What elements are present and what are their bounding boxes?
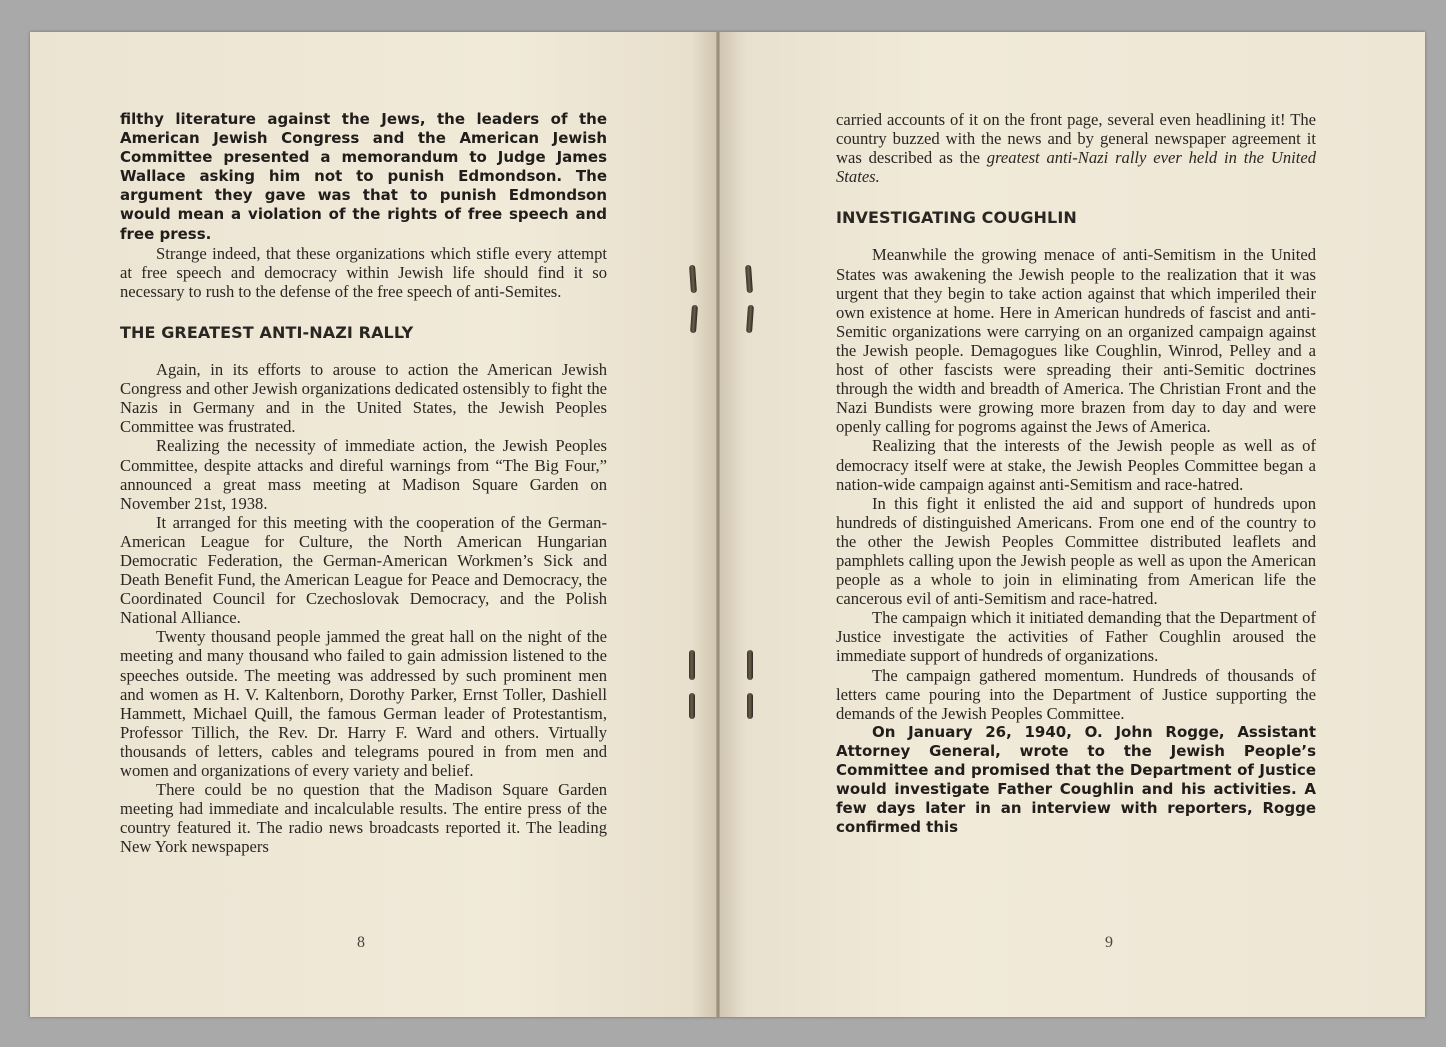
right-paragraph-6: On January 26, 1940, O. John Rogge, Assistant Attorney General, wrote to the Jewish People’s Committee and promised that the Department of Justice would investigate Father Coughlin and his activities. A few days later in an interview with reporters, Rogge confirmed this	[836, 722, 1316, 837]
right-page-number: 9	[1105, 934, 1113, 951]
left-paragraph-2: Again, in its efforts to arouse to action the American Jewish Congress and other Jewish organizations dedicated ostensibly to fight the Nazis in Germany and in the United States, the Jewish Peoples Committee was frustrated.	[120, 360, 607, 437]
left-section-heading: THE GREATEST ANTI-NAZI RALLY	[120, 322, 414, 342]
staple-mark	[689, 650, 695, 680]
left-paragraph-0: filthy literature against the Jews, the leaders of the American Jewish Congress and the American Jewish Committee presented a memorandum to Judge James Wallace asking him not to punish Edmondson. The argument they gave was that to punish Edmondson would mean a violation of the rights of free speech and free press.	[120, 110, 607, 243]
right-paragraph-4: The campaign which it initiated demanding that the Department of Justice investigate the activities of Father Coughlin aroused the immediate support of hundreds of organizations.	[836, 608, 1316, 666]
right-paragraph-5: The campaign gathered momentum. Hundreds of thousands of letters came pouring into the Department of Justice supporting the demands of the Jewish Peoples Committee.	[836, 665, 1316, 723]
right-paragraph-2: Realizing that the interests of the Jewish people as well as of democracy itself were at stake, the Jewish Peoples Committee began a nation-wide campaign against anti-Semitism and race-hatred.	[836, 436, 1316, 494]
booklet-spread	[30, 32, 1425, 1017]
staple-mark	[747, 650, 753, 680]
left-paragraph-6: There could be no question that the Madison Square Garden meeting had immediate and incalculable results. The entire press of the country featured it. The radio news broadcasts reported it. The leading New York newspapers	[120, 780, 607, 857]
right-page	[718, 32, 1425, 1017]
left-paragraph-5: Twenty thousand people jammed the great hall on the night of the meeting and many thousand who failed to gain admission listened to the speeches outside. The meeting was addressed by such prominent men and women as H. V. Kaltenborn, Dorothy Parker, Ernst Toller, Dashiell Hammett, Michael Quill, the famous German leader of Protestantism, Professor Tillich, the Rev. Dr. Harry F. Ward and others. Virtually thousands of letters, cables and telegrams poured in from men and women and organizations of every variety and belief.	[120, 627, 607, 780]
spine-gutter	[716, 32, 720, 1017]
right-paragraph-0	[836, 110, 1316, 186]
staple-mark	[747, 693, 753, 719]
right-paragraph-1: Meanwhile the growing menace of anti-Semitism in the United States was awakening the Jewish people to the realization that it was urgent that they begin to take action against that which imperiled their own existence at home. Here in American hundreds of fascist and anti-Semitic organizations were carrying on an organized campaign against the Jewish people. Demagogues like Coughlin, Winrod, Pelley and a host of other fascists were spreading their anti-Semitic doctrines through the width and breadth of America. The Christian Front and the Nazi Bundists were growing more brazen from day to day and were openly calling for pogroms against the Jews of America.	[836, 245, 1316, 437]
left-page-number: 8	[357, 934, 365, 951]
staple-mark	[689, 693, 695, 719]
left-page	[30, 32, 718, 1017]
right-paragraph-0-text: carried accounts of it on the front page, several even headlining it! The country buzzed with the news and by general newspaper agreement it was described as the	[836, 110, 1316, 168]
left-paragraph-4: It arranged for this meeting with the cooperation of the German-American League for Culture, the North American Hungarian Democratic Federation, the German-American Workmen’s Sick and Death Benefit Fund, the American League for Peace and Democracy, the Coordinated Council for Czechoslovak Democracy, and the Polish National Alliance.	[120, 512, 607, 628]
left-paragraph-3: Realizing the necessity of immediate action, the Jewish Peoples Committee, despite attacks and direful warnings from “The Big Four,” announced a great mass meeting at Madison Square Garden on November 21st, 1938.	[120, 436, 607, 513]
right-section-heading: INVESTIGATING COUGHLIN	[836, 208, 1077, 228]
right-paragraph-3: In this fight it enlisted the aid and support of hundreds upon hundreds of distinguished Americans. From one end of the country to the other the Jewish Peoples Committee distributed leaflets and pamphlets calling upon the Jewish people as well as upon the American people as a whole to join in eliminating from American life the cancerous evil of anti-Semitism and race-hatred.	[836, 493, 1316, 609]
left-text-column	[120, 110, 607, 856]
right-paragraph-0-emphasis: greatest anti-Nazi rally ever held in the United States.	[836, 148, 1316, 187]
left-paragraph-1: Strange indeed, that these organizations which stifle every attempt at free speech and democracy within Jewish life should find it so necessary to rush to the defense of the free speech of anti-Semites.	[120, 243, 607, 301]
right-text-column	[836, 110, 1316, 837]
